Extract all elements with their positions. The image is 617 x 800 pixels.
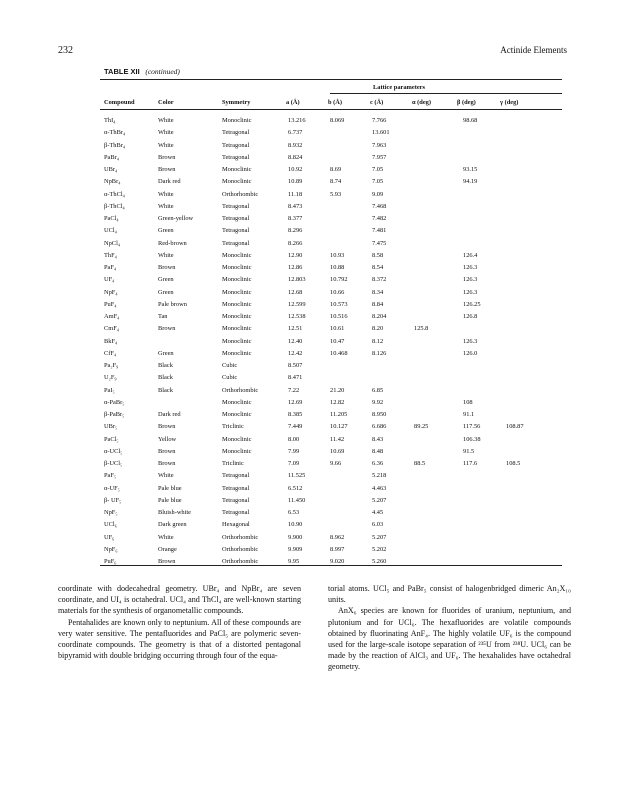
- table-cell: 108.5: [506, 460, 521, 467]
- table-cell: 9.900: [288, 533, 303, 541]
- table-cell: Orthorhombic: [222, 386, 259, 394]
- table-cell: 9.92: [372, 398, 384, 406]
- table-cell: 126.3: [463, 288, 478, 296]
- table-cell: Cubic: [222, 362, 238, 369]
- table-cell: 6.512: [288, 484, 303, 492]
- table-cell: 126.25: [463, 300, 481, 308]
- table-cell: Dark green: [158, 521, 187, 529]
- table-cell: 10.47: [330, 337, 345, 345]
- column-header-compound: Compound: [104, 99, 135, 106]
- table-cell: Orthorhombic: [222, 558, 259, 565]
- table-cell: Cubic: [222, 374, 238, 382]
- table-cell: White: [158, 251, 174, 259]
- table-cell: Monoclinic: [222, 313, 252, 320]
- compound-cell: AmF₄: [104, 313, 120, 320]
- table-cell: 21.20: [330, 386, 345, 394]
- table-cell: Triclinic: [222, 460, 244, 467]
- table-cell: 89.25: [414, 423, 429, 431]
- table-cell: 106.38: [463, 435, 481, 443]
- table-cell: 10.92: [288, 166, 303, 173]
- table-cell: Tetragonal: [222, 129, 250, 137]
- table-cell: 8.824: [288, 153, 303, 161]
- compound-cell: PaCl₄: [104, 215, 119, 222]
- table-cell: 8.54: [372, 264, 384, 271]
- table-cell: 8.84: [372, 300, 384, 308]
- column-header-symmetry: Symmetry: [222, 99, 251, 106]
- table-cell: 9.020: [330, 558, 345, 565]
- table-cell: 108.87: [506, 423, 524, 431]
- table-cell: Tetragonal: [222, 496, 250, 504]
- column-header-b: b (Å): [328, 99, 343, 106]
- table-cell: 10.88: [330, 264, 345, 271]
- table-cell: 98.68: [463, 117, 478, 124]
- table-cell: 10.516: [330, 313, 348, 320]
- table-cell: Black: [158, 374, 173, 382]
- table-cell: Tetragonal: [222, 484, 250, 492]
- table-continued: (continued): [145, 67, 180, 76]
- table-cell: 5.260: [372, 558, 387, 565]
- table-cell: Monoclinic: [222, 411, 252, 418]
- table-cell: 8.00: [288, 435, 300, 443]
- compound-cell: UF₆: [104, 533, 115, 541]
- table-cell: Red-brown: [158, 239, 187, 247]
- table-cell: 7.99: [288, 447, 300, 455]
- table-cell: 10.93: [330, 251, 345, 259]
- table-cell: 12.599: [288, 300, 306, 308]
- table-cell: Monoclinic: [222, 435, 252, 443]
- table-cell: Green: [158, 227, 174, 235]
- table-cell: Tetragonal: [222, 141, 250, 149]
- compound-cell: NpF₅: [104, 509, 118, 516]
- table-cell: Green: [158, 276, 174, 284]
- table-cell: 12.82: [330, 398, 345, 406]
- table-cell: 8.48: [372, 447, 384, 455]
- paragraph: coordinate with dodecahedral geometry. UBr₄ and NpBr₄ are seven coordinate, and UI₄ is octahedral. UCl₄ and ThCl₄ are well-known starting materials for the synthesis of organometallic compounds.: [58, 584, 301, 616]
- table-cell: 8.20: [372, 325, 384, 333]
- table-cell: 126.8: [463, 313, 478, 320]
- table-cell: Orthorhombic: [222, 190, 259, 198]
- table-cell: Hexagonal: [222, 521, 250, 529]
- table-cell: 6.36: [372, 460, 384, 467]
- table-cell: Green: [158, 288, 174, 296]
- table-cell: Monoclinic: [222, 264, 252, 271]
- table-cell: 5.207: [372, 533, 387, 541]
- compound-cell: α-UCl₅: [104, 447, 123, 455]
- table-cell: 12.69: [288, 398, 303, 406]
- table-cell: 8.296: [288, 227, 303, 235]
- compound-cell: UBr₄: [104, 166, 118, 173]
- table-cell: 12.40: [288, 337, 303, 345]
- table-cell: 7.475: [372, 239, 387, 247]
- table-cell: Brown: [158, 447, 176, 455]
- table-cell: 94.19: [463, 178, 478, 186]
- table-cell: 8.507: [288, 362, 303, 369]
- table-cell: 11.18: [288, 190, 303, 198]
- table-cell: 91.5: [463, 447, 475, 455]
- table-cell: 93.15: [463, 166, 478, 173]
- table-cell: 88.5: [414, 460, 426, 467]
- table-label: TABLE XII: [104, 67, 140, 76]
- table-cell: 117.56: [463, 423, 481, 431]
- table-cell: 9.95: [288, 558, 300, 565]
- table-cell: 8.069: [330, 117, 345, 124]
- table-cell: Tetragonal: [222, 239, 250, 247]
- compound-cell: PaCl₅: [104, 435, 119, 443]
- compound-cell: ThI₄: [104, 117, 116, 124]
- table-cell: Tetragonal: [222, 509, 250, 516]
- compound-cell: ThF₄: [104, 251, 117, 259]
- table-cell: 6.03: [372, 521, 384, 529]
- table-cell: Monoclinic: [222, 349, 252, 357]
- table-cell: 4.463: [372, 484, 387, 492]
- compound-cell: NpF₆: [104, 545, 118, 553]
- table-cell: 8.12: [372, 337, 384, 345]
- table-cell: 126.3: [463, 276, 478, 284]
- table-cell: 8.950: [372, 411, 387, 418]
- table-cell: Green: [158, 349, 174, 357]
- table-cell: 8.385: [288, 411, 303, 418]
- compound-cell: UCl₆: [104, 521, 117, 529]
- running-head: Actinide Elements: [500, 45, 567, 55]
- table-cell: 7.481: [372, 227, 387, 235]
- table-cell: Monoclinic: [222, 337, 252, 345]
- table-cell: 126.3: [463, 264, 478, 271]
- table-cell: 8.377: [288, 215, 303, 222]
- table-cell: 126.0: [463, 349, 478, 357]
- table-cell: 7.766: [372, 117, 387, 124]
- compound-cell: PuF₄: [104, 300, 117, 308]
- table-cell: 9.09: [372, 190, 384, 198]
- table-cell: 7.468: [372, 202, 387, 210]
- table-cell: 10.66: [330, 288, 345, 296]
- table-cell: 8.204: [372, 313, 387, 320]
- table-cell: 8.997: [330, 545, 345, 553]
- table-cell: White: [158, 190, 174, 198]
- table-cell: 8.43: [372, 435, 384, 443]
- table-cell: 12.68: [288, 288, 303, 296]
- table-cell: Pale blue: [158, 496, 182, 504]
- table-cell: 10.90: [288, 521, 303, 529]
- table-cell: Tetragonal: [222, 153, 250, 161]
- table-cell: 91.1: [463, 411, 475, 418]
- compound-cell: NpCl₄: [104, 239, 121, 247]
- table-cell: 7.957: [372, 153, 387, 161]
- table-cell: 11.205: [330, 411, 348, 418]
- compound-cell: PaF₅: [104, 472, 117, 480]
- table-cell: 108: [463, 398, 473, 406]
- table-cell: 13.601: [372, 129, 390, 137]
- table-cell: 7.482: [372, 215, 387, 222]
- column-header-color: Color: [158, 99, 174, 106]
- table-cell: Monoclinic: [222, 117, 252, 124]
- table-cell: Black: [158, 386, 173, 394]
- compound-cell: CfF₄: [104, 349, 117, 357]
- table-cell: 12.90: [288, 251, 303, 259]
- compound-cell: PaI₅: [104, 386, 115, 394]
- compound-cell: BkF₄: [104, 337, 118, 345]
- column-header-a: a (Å): [286, 99, 300, 106]
- table-cell: Monoclinic: [222, 276, 252, 284]
- table-cell: 8.372: [372, 276, 387, 284]
- table-cell: 125.8: [414, 325, 429, 333]
- table-cell: Tan: [158, 313, 168, 320]
- table-cell: 6.686: [372, 423, 387, 431]
- table-cell: Brown: [158, 558, 176, 565]
- table-cell: 8.473: [288, 202, 303, 210]
- compound-cell: CmF₄: [104, 325, 120, 333]
- table-cell: Orthorhombic: [222, 545, 259, 553]
- table-cell: White: [158, 202, 174, 210]
- column-header-c: c (Å): [370, 99, 384, 106]
- table-cell: 7.05: [372, 166, 384, 173]
- table-cell: 10.69: [330, 447, 345, 455]
- paragraph: AnX₆ species are known for fluorides of uranium, neptunium, and plutonium and for UCl₆. The hexafluorides are volatile compounds obtained by fluorinating AnF₄. The highly volatile UF₆ is the compound used for the large-scale isotope separation of ²³⁵U from ²³⁸U. UCl₆ can be made by the reaction of AlCl₃ and UF₆. The hexahalides have octahedral geometry.: [328, 606, 571, 672]
- paragraph: torial atoms. UCl₅ and PaBr₅ consist of halogenbridged dimeric An₂X₁₀ units.: [328, 584, 571, 605]
- table-cell: 9.66: [330, 460, 342, 467]
- compound-cell: α-ThBr₄: [104, 129, 126, 137]
- table-cell: 9.909: [288, 545, 303, 553]
- table-cell: 126.4: [463, 251, 478, 259]
- table-cell: Monoclinic: [222, 325, 252, 333]
- table-cell: 8.34: [372, 288, 384, 296]
- lattice-parameters-header: Lattice parameters: [373, 84, 425, 91]
- compound-cell: NpF₄: [104, 288, 118, 296]
- table-cell: Yellow: [158, 435, 177, 443]
- table-cell: 12.803: [288, 276, 306, 284]
- table-cell: 10.127: [330, 423, 348, 431]
- column-header-beta: β (deg): [457, 99, 476, 106]
- table-cell: Tetragonal: [222, 472, 250, 480]
- table-cell: 6.53: [288, 509, 300, 516]
- table-cell: 8.74: [330, 178, 342, 186]
- table-cell: Monoclinic: [222, 300, 252, 308]
- table-cell: White: [158, 141, 174, 149]
- table-cell: 7.963: [372, 141, 387, 149]
- compound-cell: PaBr₄: [104, 153, 120, 161]
- compound-cell: α-UF₅: [104, 484, 120, 492]
- table-cell: Brown: [158, 460, 176, 467]
- table-cell: White: [158, 533, 174, 541]
- table-cell: Tetragonal: [222, 202, 250, 210]
- table-cell: 10.573: [330, 300, 348, 308]
- table-cell: White: [158, 129, 174, 137]
- table-cell: White: [158, 117, 174, 124]
- table-cell: Brown: [158, 153, 176, 161]
- table-cell: 11.450: [288, 496, 306, 504]
- table-cell: Monoclinic: [222, 251, 252, 259]
- table-cell: Brown: [158, 423, 176, 431]
- table-cell: 6.737: [288, 129, 303, 137]
- table-cell: 7.09: [288, 460, 300, 467]
- compound-cell: UBr₅: [104, 423, 118, 431]
- table-cell: 10.792: [330, 276, 348, 284]
- table-cell: 8.69: [330, 166, 342, 173]
- table-cell: 12.538: [288, 313, 306, 320]
- table-cell: 10.89: [288, 178, 303, 186]
- table-cell: Monoclinic: [222, 288, 252, 296]
- table-cell: 126.3: [463, 337, 478, 345]
- table-cell: 12.42: [288, 349, 303, 357]
- table-cell: Triclinic: [222, 423, 244, 431]
- table-cell: 8.58: [372, 251, 384, 259]
- table-cell: Tetragonal: [222, 227, 250, 235]
- table-cell: 117.6: [463, 460, 478, 467]
- body-text-right-column: [328, 583, 571, 673]
- table-cell: 8.962: [330, 533, 345, 541]
- compound-cell: β- UF₅: [104, 496, 122, 504]
- table-cell: 5.202: [372, 545, 387, 553]
- table-cell: 10.61: [330, 325, 345, 333]
- body-text-left-column: [58, 583, 301, 661]
- table-cell: 7.05: [372, 178, 384, 186]
- page-number: 232: [58, 45, 73, 56]
- compound-cell: PuF₆: [104, 558, 117, 565]
- compound-cell: UF₄: [104, 276, 115, 284]
- table-cell: 10.468: [330, 349, 348, 357]
- table-cell: 5.207: [372, 496, 387, 504]
- table-cell: 11.42: [330, 435, 345, 443]
- table-cell: Pale brown: [158, 300, 187, 308]
- table-cell: Green-yellow: [158, 215, 194, 222]
- table-cell: Bluish-white: [158, 509, 192, 516]
- compound-cell: PaF₄: [104, 264, 117, 271]
- compound-cell: α-ThCl₄: [104, 190, 125, 198]
- table-cell: Brown: [158, 264, 176, 271]
- table-cell: 6.85: [372, 386, 384, 394]
- table-cell: White: [158, 472, 174, 480]
- table-cell: Dark red: [158, 411, 181, 418]
- column-header-gamma: γ (deg): [500, 99, 519, 106]
- table-cell: 12.86: [288, 264, 303, 271]
- table-cell: Brown: [158, 325, 176, 333]
- compound-cell: β-PaBr₅: [104, 411, 125, 418]
- compound-cell: NpBr₄: [104, 178, 121, 186]
- table-cell: Brown: [158, 166, 176, 173]
- table-cell: 12.51: [288, 325, 303, 333]
- compound-cell: Pa₂F₉: [104, 362, 119, 369]
- table-cell: Orange: [158, 545, 177, 553]
- table-cell: Tetragonal: [222, 215, 250, 222]
- table-cell: Monoclinic: [222, 398, 252, 406]
- table-cell: 8.126: [372, 349, 387, 357]
- table-cell: 7.22: [288, 386, 300, 394]
- table-cell: 4.45: [372, 509, 384, 516]
- table-cell: Black: [158, 362, 173, 369]
- column-header-alpha: α (deg): [412, 99, 432, 106]
- table-cell: Orthorhombic: [222, 533, 259, 541]
- table-cell: 5.218: [372, 472, 387, 480]
- compound-cell: U₂F₉: [104, 374, 117, 382]
- table-cell: 5.93: [330, 190, 342, 198]
- table-cell: Pale blue: [158, 484, 182, 492]
- paragraph: Pentahalides are known only to neptunium. All of these compounds are very water sensitive. The pentafluorides and PaCl₅ are polymeric seven-coordinate compounds. The geometry is that of a distorted pentagonal bipyramid with double bridging occurring through four of the equa-: [58, 617, 301, 661]
- table-cell: 8.932: [288, 141, 303, 149]
- table-cell: Monoclinic: [222, 178, 252, 186]
- table-cell: Monoclinic: [222, 166, 252, 173]
- compound-cell: β-UCl₅: [104, 460, 123, 467]
- table-cell: 8.266: [288, 239, 303, 247]
- table-cell: 8.471: [288, 374, 303, 382]
- compound-cell: β-ThCl₄: [104, 202, 125, 210]
- compound-cell: UCl₄: [104, 227, 117, 235]
- table-cell: 11.525: [288, 472, 306, 480]
- table-cell: 7.449: [288, 423, 303, 431]
- table-cell: 13.216: [288, 117, 306, 124]
- compound-cell: β-ThBr₄: [104, 141, 126, 149]
- table-cell: Dark red: [158, 178, 181, 186]
- compound-cell: α-PaBr₅: [104, 398, 125, 406]
- table-cell: Monoclinic: [222, 447, 252, 455]
